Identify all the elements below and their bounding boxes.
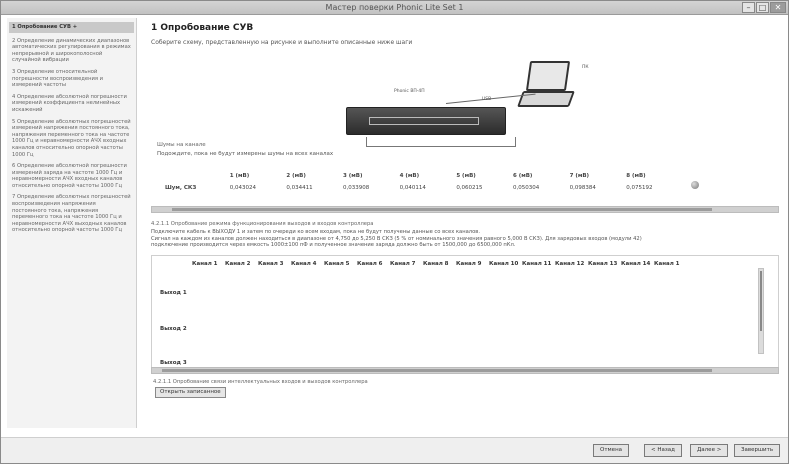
outputs-section-label: 4.2.1.1 Опробование режима функционирования выходов и входов контроллера [151, 221, 374, 227]
channel-header: Канал 9 [456, 261, 482, 267]
channel-header: Канал 11 [522, 261, 552, 267]
open-recorded-button[interactable]: Открыть записанное [155, 387, 226, 398]
noise-col: 4 (мВ) [399, 173, 420, 179]
sidebar-step-1[interactable]: 1 Опробование СУВ + [9, 22, 134, 33]
channel-header: Канал 3 [258, 261, 284, 267]
noise-col: 5 (мВ) [456, 173, 476, 179]
cancel-button[interactable]: Отмена [593, 444, 629, 457]
outputs-line: Подключите кабель к ВЫХОДУ 1 и затем по очереди ко всем входам, пока не будут получены данные со всех каналов. [151, 228, 480, 235]
cable-label: USB [482, 97, 492, 102]
noise-col: 8 (мВ) [626, 173, 646, 179]
main-content [151, 23, 779, 428]
noise-col [161, 171, 224, 181]
laptop-label: ПК [582, 65, 589, 70]
noise-cell: 0,060215 [456, 185, 483, 191]
close-button[interactable]: ✕ [770, 2, 786, 13]
channel-header-row [192, 261, 687, 267]
output-row-label: Выход 3 [160, 360, 187, 366]
noise-cell: 0,033908 [343, 185, 370, 191]
wizard-footer [1, 437, 788, 463]
minimize-button[interactable]: – [742, 2, 755, 13]
sidebar-step-4[interactable]: 4 Определение абсолютной погрешности измерений коэффициента нелинейных искажений [12, 93, 127, 113]
back-button[interactable]: < Назад [644, 444, 682, 457]
channel-header: Канал 1 [192, 261, 218, 267]
noise-cell: 0,098384 [569, 185, 596, 191]
noise-cell: 0,043024 [229, 185, 256, 191]
channel-header: Канал 5 [324, 261, 350, 267]
page-title: 1 Опробование СУВ [151, 23, 254, 33]
noise-value-row [161, 183, 677, 193]
noise-cell: 0,034411 [286, 185, 313, 191]
channel-header: Канал 13 [588, 261, 618, 267]
channel-header: Канал 6 [357, 261, 383, 267]
finish-button[interactable]: Завершить [734, 444, 780, 457]
loopback-cable [366, 137, 516, 147]
noise-cell: 0,050304 [512, 185, 540, 191]
device-label: Phonic ВП-4П [394, 89, 425, 94]
noise-col: 3 (мВ) [343, 173, 363, 179]
window-title: Мастер поверки Phonic Lite Set 1 [325, 3, 464, 12]
noise-table [159, 169, 679, 195]
sidebar-step-7[interactable]: 7 Определение абсолютных погрешностей воспроизведения напряжения постоянного тока, напряжения переменного тока на частоте 1000 Гц и неравномерности АЧХ выходных каналов относительно опорной частоты 1000 Гц [12, 194, 131, 234]
outputs-vertical-scrollbar[interactable] [758, 268, 764, 354]
wizard-steps-sidebar [7, 18, 137, 428]
channel-header: Канал 4 [291, 261, 317, 267]
channel-header: Канал 2 [225, 261, 251, 267]
channel-header: Канал 14 [621, 261, 651, 267]
noise-header-row [161, 171, 677, 181]
outputs-line: Сигнал на каждом из каналов должен находиться в диапазоне от 4,750 до 5,250 В СКЗ (5 % от номинального значения равного 5,000 В СКЗ). Для зарядовых входов (модули 42) [151, 235, 642, 242]
output-row-label: Выход 1 [160, 290, 187, 296]
status-indicator-icon [691, 181, 699, 189]
footnote-label: 4.2.1.1 Опробование связи интеллектуальных входов и выходов контроллера [153, 379, 368, 385]
connection-diagram [346, 59, 589, 159]
outputs-horizontal-scrollbar[interactable] [151, 367, 779, 374]
channel-header: Канал 10 [489, 261, 519, 267]
channel-header: Канал 1 [654, 261, 680, 267]
noise-col: 1 (мВ) [229, 173, 250, 179]
noise-col: 7 (мВ) [569, 173, 590, 179]
next-button[interactable]: Далее > [690, 444, 728, 457]
noise-section-label: Шумы на канале [157, 142, 206, 148]
sidebar-step-5[interactable]: 5 Определение абсолютных погрешностей измерений напряжения постоянного тока, напряжения переменного тока на частоте 1000 Гц и неравномерности АЧХ входных каналов относительно опорной частоты 1000 Гц [12, 118, 131, 158]
sidebar-step-2[interactable]: 2 Определение динамических диапазонов автоматических регулирования в режимах непрерывной и широкополосной случайной вибрации [12, 37, 131, 64]
laptop-image [516, 59, 578, 115]
noise-cell: 0,040114 [399, 185, 426, 191]
output-row-label: Выход 2 [160, 326, 187, 332]
outputs-grid [151, 255, 779, 370]
channel-header: Канал 7 [390, 261, 416, 267]
noise-horizontal-scrollbar[interactable] [151, 206, 779, 213]
noise-cell: 0,075192 [626, 185, 653, 191]
noise-cell: Шум, СКЗ [165, 185, 197, 191]
outputs-line: подключение производится через емкость 1000±100 пФ и полученное значение заряда должно быть от 1500,000 до 6500,000 пКл. [151, 242, 516, 249]
sidebar-step-6[interactable]: 6 Определение абсолютной погрешности измерений заряда на частоте 1000 Гц и неравномерности АЧХ входных каналов относительно опорной частоты 1000 Гц [12, 163, 127, 189]
noise-instruction: Подождите, пока не будут измерены шумы на всех каналах [157, 151, 334, 157]
outputs-description [151, 221, 779, 249]
intro-text: Соберите схему, представленную на рисунке и выполните описанные ниже шаги [151, 39, 413, 46]
noise-col: 6 (мВ) [512, 173, 533, 179]
channel-header: Канал 12 [555, 261, 585, 267]
sidebar-step-3[interactable]: 3 Определение относительной погрешности воспроизведения и измерений частоты [12, 68, 103, 89]
controller-device-image [346, 107, 506, 135]
maximize-button[interactable]: □ [756, 2, 769, 13]
noise-col: 2 (мВ) [286, 173, 306, 179]
title-bar [1, 1, 788, 15]
channel-header: Канал 8 [423, 261, 449, 267]
